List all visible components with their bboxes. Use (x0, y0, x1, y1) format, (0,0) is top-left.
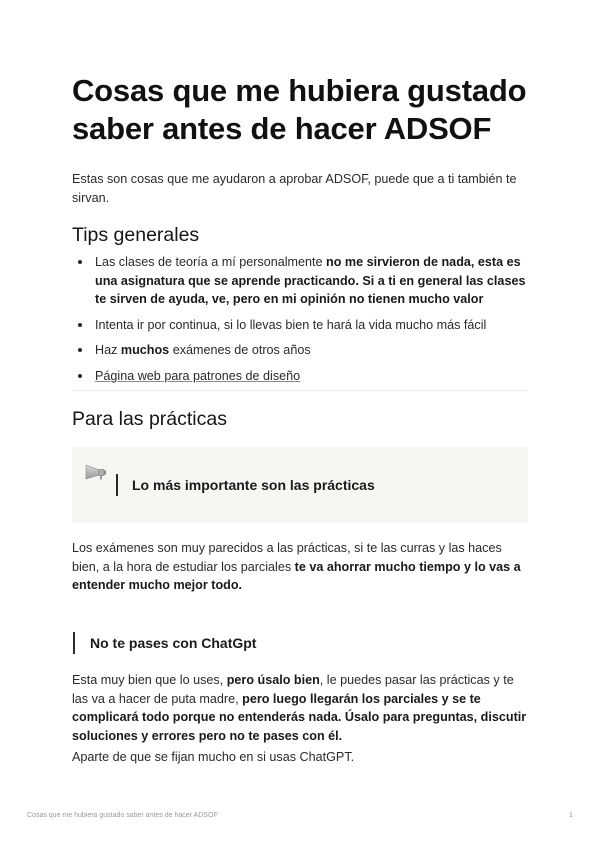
footer-page-number: 1 (569, 812, 573, 819)
footer-document-title: Cosas que me hubiera gustado saber antes de hacer ADSOF (27, 812, 218, 819)
paragraph-bold-text: pero luego llegarán los parciales y se te complicará todo porque no entenderás nada. Úsalo para preguntas, discutir soluciones y errores pero no te pases con él. (72, 691, 527, 743)
section-heading-tips: Tips generales (72, 224, 200, 246)
chatgpt-paragraph (72, 671, 528, 745)
tips-list (72, 253, 528, 392)
list-item (72, 316, 528, 335)
callout-box (72, 447, 528, 523)
list-item-text: Intenta ir por continua, si lo llevas bien te hará la vida mucho más fácil (95, 317, 487, 332)
chatgpt-note: Aparte de que se fijan mucho en si usas ChatGPT. (72, 750, 355, 764)
megaphone-icon (84, 462, 108, 482)
callout-text: Lo más importante son las prácticas (132, 477, 375, 493)
paragraph-text: Esta muy bien que lo uses, (72, 673, 227, 687)
paragraph-text: Los exámenes son muy parecidos a las prácticas, si te las curras y las haces bien, a la hora de estudiar los parciales (72, 541, 502, 574)
quote-bar (73, 632, 75, 654)
bullet-icon (78, 374, 82, 378)
bullet-icon (78, 323, 82, 327)
section-divider (72, 390, 528, 391)
list-item-bold-text: no me sirvieron de nada, esta es una asignatura que se aprende practicando. Si a ti en general las clases te sirven de ayuda, ve, pero en mi opinión no tienen mucho valor (95, 255, 526, 306)
list-item (72, 253, 528, 309)
list-item (72, 341, 528, 360)
list-item-text: Haz (95, 343, 121, 357)
chatgpt-quote-heading (72, 632, 528, 654)
paragraph-bold-text: pero úsalo bien (226, 673, 320, 687)
list-item-text: Las clases de teoría a mí personalmente (95, 255, 327, 269)
list-item-text: exámenes de otros años (169, 343, 311, 357)
intro-paragraph: Estas son cosas que me ayudaron a aprobar ADSOF, puede que a ti también te sirvan. (72, 172, 517, 205)
callout-quote-bar (116, 474, 118, 496)
bullet-icon (78, 260, 82, 264)
list-item (72, 367, 528, 386)
paragraph-bold-text: te va ahorrar mucho tiempo y lo vas a entender mucho mejor todo. (72, 559, 521, 592)
practicas-paragraph (72, 539, 528, 595)
paragraph-text: , le puedes pasar las prácticas y te las va a hacer de puta madre, (72, 673, 514, 706)
page-title: Cosas que me hubiera gustado saber antes de hacer ADSOF (72, 73, 527, 146)
section-heading-practicas: Para las prácticas (72, 408, 227, 430)
quote-text: No te pases con ChatGpt (90, 635, 257, 651)
design-patterns-link[interactable]: Página web para patrones de diseño (95, 368, 301, 383)
bullet-icon (78, 348, 82, 352)
list-item-bold-text: muchos (120, 343, 170, 357)
